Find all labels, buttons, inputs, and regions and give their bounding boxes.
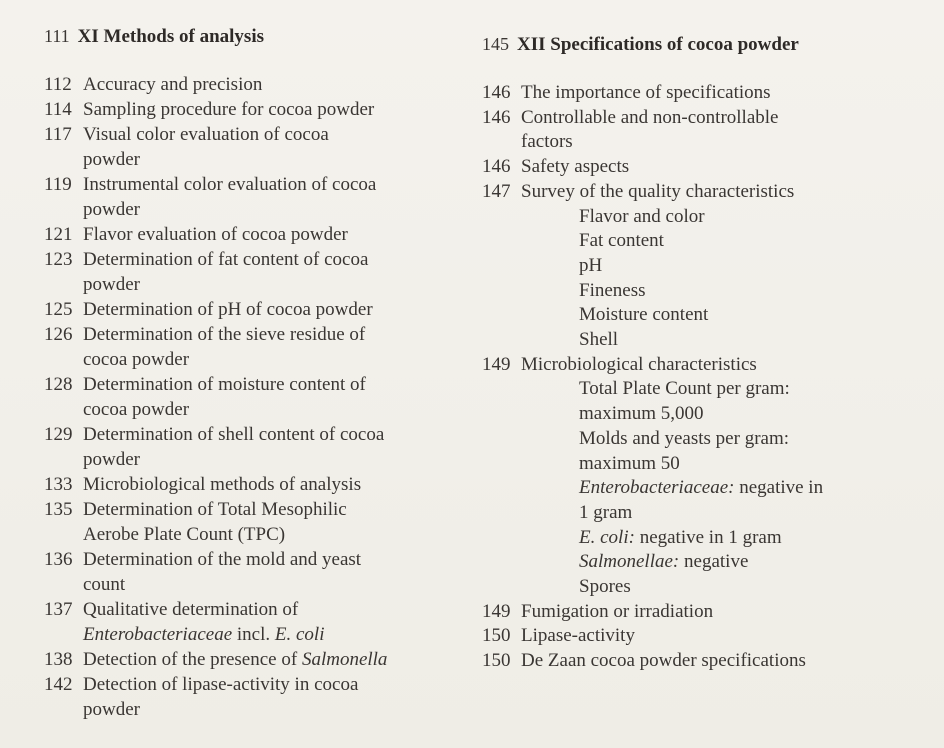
subentry-italic-term: E. coli: [579, 526, 635, 548]
toc-subentry: Moisture content [579, 304, 709, 326]
entry-page-number: 129 [44, 424, 73, 445]
entry-title: Qualitative determination of [83, 599, 299, 620]
entry-title-continued: count [83, 574, 126, 595]
toc-subentry: Fat content [579, 230, 664, 252]
entry-title-continued: factors [521, 131, 573, 153]
toc-subentry: Shell [579, 329, 619, 350]
toc-subentry [579, 500, 632, 525]
entry-title: Instrumental color evaluation of cocoa [83, 174, 377, 195]
subentry-text: maximum 5,000 [579, 403, 704, 425]
subentry-text: Total Plate Count per gram: [579, 378, 790, 400]
toc-subentry [579, 376, 790, 401]
toc-subentry [579, 549, 748, 574]
entry-page-number: 125 [44, 299, 73, 320]
entry-page-number: 149 [482, 353, 511, 375]
entry-title: Determination of the sieve residue of [83, 324, 366, 345]
entry-title: Safety aspects [521, 156, 630, 178]
entry-page-number: 150 [482, 650, 511, 672]
entry-page-number: 126 [44, 324, 73, 345]
subentry-text: 1 gram [579, 501, 633, 523]
entry-title: De Zaan cocoa powder specifications [521, 650, 806, 672]
entry-page-number: 146 [482, 106, 511, 128]
entry-title: Fumigation or irradiation [521, 600, 714, 622]
entry-title-continued: Aerobe Plate Count (TPC) [83, 524, 286, 545]
entry-page-number: 147 [482, 180, 511, 202]
subentry-text: Spores [579, 576, 631, 597]
subentry-text: negative in [734, 477, 824, 499]
entry-title: Lipase-activity [521, 625, 635, 647]
chapter-title: XII Specifications of cocoa powder [517, 34, 799, 55]
entry-page-number: 138 [44, 649, 73, 670]
entry-page-number: 149 [482, 600, 511, 622]
toc-subentry [579, 525, 782, 550]
entry-page-number: 146 [482, 156, 511, 178]
subentry-text: Molds and yeasts per gram: [579, 427, 790, 449]
entry-title: Microbiological characteristics [521, 353, 757, 375]
toc-subentry [579, 475, 823, 500]
entry-title-continued: Enterobacteriaceae incl. E. coli [83, 624, 325, 645]
entry-page-number: 135 [44, 499, 73, 520]
chapter-heading-xi [44, 24, 264, 49]
entry-title: Determination of moisture content of [83, 374, 366, 395]
entry-title: Sampling procedure for cocoa powder [83, 99, 375, 120]
chapter-page-number: 111 [44, 26, 70, 46]
entry-title: Flavor evaluation of cocoa powder [83, 224, 348, 245]
entry-title: Determination of fat content of cocoa [83, 249, 369, 270]
toc-subentry [579, 451, 680, 476]
entry-title: Microbiological methods of analysis [83, 474, 362, 495]
entry-title-continued: cocoa powder [83, 399, 190, 420]
toc-subentry: pH [579, 254, 603, 276]
entry-title-continued: powder [83, 149, 140, 170]
entry-page-number: 121 [44, 224, 73, 245]
toc-subentry: Flavor and color [579, 205, 705, 227]
entry-title-continued: powder [83, 699, 140, 720]
toc-subentry [579, 426, 789, 451]
entry-page-number: 142 [44, 674, 73, 695]
entry-page-number: 133 [44, 474, 73, 495]
entry-page-number: 136 [44, 549, 73, 570]
entry-title-continued: powder [83, 274, 140, 295]
toc-subentry [579, 401, 704, 426]
entry-page-number: 123 [44, 249, 73, 270]
entry-title: Survey of the quality characteristics [521, 180, 795, 202]
subentry-italic-term: Salmonellae: [579, 551, 680, 573]
entry-page-number: 112 [44, 74, 72, 95]
subentry-italic-term: Enterobacteriaceae: [579, 477, 735, 499]
entry-title: Determination of pH of cocoa powder [83, 299, 373, 320]
chapter-heading-xii [482, 32, 799, 57]
chapter-title: XI Methods of analysis [77, 26, 264, 47]
entry-title: Detection of lipase-activity in cocoa [83, 674, 359, 695]
entry-page-number: 128 [44, 374, 73, 395]
entry-title: Controllable and non-controllable [521, 106, 779, 128]
entry-title: Determination of the mold and yeast [83, 549, 362, 570]
entry-title: The importance of specifications [521, 82, 771, 103]
entry-title-continued: powder [83, 449, 140, 470]
entry-title: Detection of the presence of Salmonella [83, 649, 388, 670]
entry-page-number: 150 [482, 625, 511, 647]
entry-page-number: 119 [44, 174, 72, 195]
subentry-text: maximum 50 [579, 452, 680, 474]
entry-page-number: 117 [44, 124, 72, 145]
entry-title: Determination of Total Mesophilic [83, 499, 347, 520]
entry-title: Determination of shell content of cocoa [83, 424, 385, 445]
toc-subentry: Fineness [579, 279, 646, 301]
entry-page-number: 137 [44, 599, 73, 620]
entry-page-number: 114 [44, 99, 72, 120]
toc-subentry [579, 574, 631, 599]
entry-title: Visual color evaluation of cocoa [83, 124, 329, 145]
entry-title-continued: powder [83, 199, 140, 220]
subentry-text: negative [679, 551, 749, 573]
entry-page-number: 146 [482, 82, 511, 103]
entry-title: Accuracy and precision [83, 74, 263, 95]
chapter-page-number: 145 [482, 34, 509, 54]
entry-title-continued: cocoa powder [83, 349, 190, 370]
subentry-text: negative in 1 gram [634, 526, 782, 548]
